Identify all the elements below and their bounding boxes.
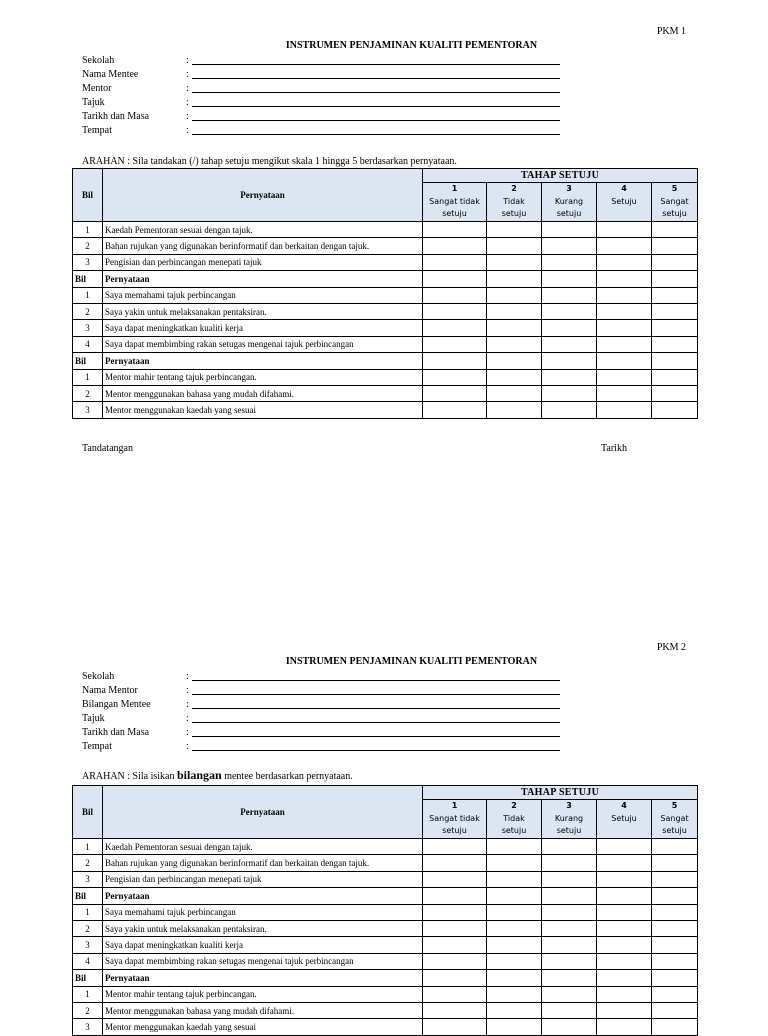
rating-cell[interactable] xyxy=(423,937,487,953)
table-row xyxy=(73,871,698,887)
fill-line[interactable] xyxy=(192,708,560,709)
rating-cell[interactable] xyxy=(423,287,487,303)
section-statement: Pernyataan xyxy=(103,888,423,904)
rating-cell[interactable] xyxy=(652,254,698,270)
statement-text: Saya memahami tajuk perbincangan xyxy=(103,904,423,920)
rating-cell[interactable] xyxy=(423,222,487,238)
rating-cell[interactable] xyxy=(597,353,652,369)
statement-text: Mentor menggunakan bahasa yang mudah difahami. xyxy=(103,385,423,401)
rating-cell[interactable] xyxy=(487,871,542,887)
rating-cell[interactable] xyxy=(487,353,542,369)
section-header-row xyxy=(73,888,698,904)
rating-cell[interactable] xyxy=(487,937,542,953)
row-number: 1 xyxy=(73,222,103,238)
rating-cell[interactable] xyxy=(542,1019,597,1035)
rating-cell[interactable] xyxy=(542,336,597,352)
rating-cell[interactable] xyxy=(597,920,652,936)
rating-cell[interactable] xyxy=(487,904,542,920)
rating-cell[interactable] xyxy=(597,385,652,401)
scale-header xyxy=(597,800,652,839)
rating-cell[interactable] xyxy=(597,1002,652,1018)
scale-label: setuju xyxy=(501,826,527,835)
statement-text: Kaedah Pementoran sesuai dengan tajuk. xyxy=(103,222,423,238)
row-number: 2 xyxy=(73,385,103,401)
rating-cell[interactable] xyxy=(423,320,487,336)
rating-cell[interactable] xyxy=(487,238,542,254)
section-statement: Pernyataan xyxy=(103,970,423,986)
rating-cell[interactable] xyxy=(542,1002,597,1018)
rating-table xyxy=(72,785,698,1036)
scale-label: Sangat tidak xyxy=(429,196,480,206)
scale-label: Sangat xyxy=(660,196,689,206)
fill-line[interactable] xyxy=(192,120,560,121)
rating-cell[interactable] xyxy=(487,303,542,319)
rating-cell[interactable] xyxy=(423,1019,487,1035)
table-row xyxy=(73,839,698,855)
scale-number: 3 xyxy=(566,801,572,810)
fill-line[interactable] xyxy=(192,680,560,681)
scale-number: 5 xyxy=(671,184,678,193)
table-row xyxy=(73,1019,698,1035)
section-statement: Pernyataan xyxy=(103,271,423,287)
field-label: Bilangan Mentee xyxy=(82,699,151,710)
rating-cell[interactable] xyxy=(542,287,597,303)
statement-text: Saya yakin untuk melaksanakan pentaksiran. xyxy=(103,303,423,319)
rating-cell[interactable] xyxy=(652,402,698,418)
statement-text: Saya dapat membimbing rakan setugas mengenai tajuk perbincangan xyxy=(103,336,423,352)
rating-cell[interactable] xyxy=(652,937,698,953)
rating-cell[interactable] xyxy=(597,320,652,336)
rating-cell[interactable] xyxy=(597,953,652,969)
section-header-row xyxy=(73,353,698,369)
rating-cell[interactable] xyxy=(652,238,698,254)
rating-cell[interactable] xyxy=(652,904,698,920)
scale-label: Kurang xyxy=(554,196,584,206)
rating-cell[interactable] xyxy=(542,970,597,986)
row-number: 3 xyxy=(73,871,103,887)
row-number: 1 xyxy=(73,904,103,920)
rating-cell[interactable] xyxy=(423,871,487,887)
rating-cell[interactable] xyxy=(423,369,487,385)
rating-table xyxy=(72,168,698,419)
rating-cell[interactable] xyxy=(423,986,487,1002)
instruction: ARAHAN : Sila tandakan (/) tahap setuju mengikut skala 1 hingga 5 berdasarkan pernyataan. xyxy=(82,156,457,167)
scale-number: 2 xyxy=(511,184,517,193)
statement-text: Kaedah Pementoran sesuai dengan tajuk. xyxy=(103,839,423,855)
rating-cell[interactable] xyxy=(597,254,652,270)
signature-label: Tandatangan xyxy=(82,443,133,454)
rating-cell[interactable] xyxy=(652,287,698,303)
row-number: 3 xyxy=(73,937,103,953)
date-label: Tarikh xyxy=(601,443,627,454)
fill-line[interactable] xyxy=(192,722,560,723)
form-code: PKM 2 xyxy=(656,642,686,653)
rating-cell[interactable] xyxy=(542,920,597,936)
rating-cell[interactable] xyxy=(423,970,487,986)
rating-cell[interactable] xyxy=(487,986,542,1002)
rating-cell[interactable] xyxy=(652,1019,698,1035)
rating-cell[interactable] xyxy=(542,953,597,969)
scale-number: 4 xyxy=(621,184,627,193)
statement-text: Mentor menggunakan bahasa yang mudah difahami. xyxy=(103,1002,423,1018)
scale-label: setuju xyxy=(662,209,687,218)
scale-header xyxy=(487,183,542,222)
table-row xyxy=(73,238,698,254)
rating-cell[interactable] xyxy=(423,839,487,855)
rating-cell[interactable] xyxy=(487,271,542,287)
instruction: ARAHAN : Sila isikan bilangan mentee berdasarkan pernyataan. xyxy=(82,768,353,782)
scale-label: setuju xyxy=(556,209,582,218)
rating-cell[interactable] xyxy=(542,369,597,385)
table-row xyxy=(73,222,698,238)
rating-cell[interactable] xyxy=(423,920,487,936)
rating-cell[interactable] xyxy=(423,303,487,319)
rating-cell[interactable] xyxy=(652,855,698,871)
rating-cell[interactable] xyxy=(542,254,597,270)
rating-cell[interactable] xyxy=(542,855,597,871)
section-bil: Bil xyxy=(73,888,103,904)
form-code: PKM 1 xyxy=(656,26,686,37)
rating-cell[interactable] xyxy=(487,953,542,969)
field-label: Tajuk xyxy=(82,97,105,108)
scale-label: Tidak xyxy=(503,813,525,823)
rating-cell[interactable] xyxy=(652,222,698,238)
scale-label: setuju xyxy=(501,209,527,218)
section-bil: Bil xyxy=(73,271,103,287)
table-row xyxy=(73,920,698,936)
rating-cell[interactable] xyxy=(487,320,542,336)
rating-cell[interactable] xyxy=(652,336,698,352)
scale-header xyxy=(542,183,597,222)
rating-cell[interactable] xyxy=(542,402,597,418)
scale-label: setuju xyxy=(556,826,582,835)
rating-cell[interactable] xyxy=(423,254,487,270)
scale-number: 4 xyxy=(621,801,627,810)
rating-cell[interactable] xyxy=(487,336,542,352)
scale-number: 3 xyxy=(566,184,572,193)
scale-header xyxy=(652,183,698,222)
row-number: 4 xyxy=(73,336,103,352)
scale-number: 2 xyxy=(511,801,517,810)
statement-text: Saya dapat meningkatkan kualiti kerja xyxy=(103,937,423,953)
rating-cell[interactable] xyxy=(652,986,698,1002)
rating-cell[interactable] xyxy=(487,1002,542,1018)
rating-cell[interactable] xyxy=(487,970,542,986)
section-header-row xyxy=(73,271,698,287)
column-header-statement: Pernyataan xyxy=(103,786,423,839)
table-row xyxy=(73,369,698,385)
rating-cell[interactable] xyxy=(652,1002,698,1018)
fill-line[interactable] xyxy=(192,134,560,135)
fill-line[interactable] xyxy=(192,750,560,751)
statement-text: Pengisian dan perbincangan menepati tajuk xyxy=(103,871,423,887)
statement-text: Mentor menggunakan kaedah yang sesuai xyxy=(103,402,423,418)
rating-cell[interactable] xyxy=(597,238,652,254)
scale-number: 5 xyxy=(671,801,678,810)
rating-cell[interactable] xyxy=(487,385,542,401)
rating-cell[interactable] xyxy=(487,888,542,904)
scale-header xyxy=(423,183,487,222)
scale-header xyxy=(542,800,597,839)
rating-cell[interactable] xyxy=(423,238,487,254)
row-number: 2 xyxy=(73,238,103,254)
row-number: 1 xyxy=(73,839,103,855)
scale-header xyxy=(487,800,542,839)
row-number: 3 xyxy=(73,402,103,418)
table-header-row xyxy=(73,786,698,800)
rating-cell[interactable] xyxy=(652,353,698,369)
table-row xyxy=(73,287,698,303)
rating-cell[interactable] xyxy=(597,402,652,418)
column-header-level: TAHAP SETUJU xyxy=(423,786,698,800)
column-header-bil: Bil xyxy=(73,169,103,222)
scale-label: Tidak xyxy=(503,196,525,206)
row-number: 3 xyxy=(73,320,103,336)
rating-cell[interactable] xyxy=(542,986,597,1002)
fill-line[interactable] xyxy=(192,106,560,107)
rating-cell[interactable] xyxy=(652,871,698,887)
row-number: 2 xyxy=(73,1002,103,1018)
rating-cell[interactable] xyxy=(597,871,652,887)
scale-number: 1 xyxy=(451,184,458,193)
field-label: Nama Mentor xyxy=(82,685,138,696)
scale-label: setuju xyxy=(442,826,467,835)
rating-cell[interactable] xyxy=(597,904,652,920)
fill-line[interactable] xyxy=(192,78,560,79)
field-label: Tempat xyxy=(82,741,112,752)
column-header-level: TAHAP SETUJU xyxy=(423,169,698,183)
scale-number: 1 xyxy=(451,801,458,810)
rating-cell[interactable] xyxy=(652,920,698,936)
rating-cell[interactable] xyxy=(487,855,542,871)
table-row xyxy=(73,303,698,319)
rating-cell[interactable] xyxy=(487,287,542,303)
rating-cell[interactable] xyxy=(597,1019,652,1035)
field-label: Nama Mentee xyxy=(82,69,139,80)
rating-cell[interactable] xyxy=(542,238,597,254)
section-statement: Pernyataan xyxy=(103,353,423,369)
row-number: 2 xyxy=(73,920,103,936)
rating-cell[interactable] xyxy=(597,986,652,1002)
rating-cell[interactable] xyxy=(542,320,597,336)
fill-line[interactable] xyxy=(192,64,560,65)
rating-cell[interactable] xyxy=(597,937,652,953)
statement-text: Saya yakin untuk melaksanakan pentaksiran. xyxy=(103,920,423,936)
rating-cell[interactable] xyxy=(597,271,652,287)
rating-cell[interactable] xyxy=(652,369,698,385)
scale-label: setuju xyxy=(662,826,687,835)
rating-cell[interactable] xyxy=(487,839,542,855)
scale-header xyxy=(423,800,487,839)
rating-cell[interactable] xyxy=(597,839,652,855)
scale-label: Sangat xyxy=(660,813,689,823)
rating-cell[interactable] xyxy=(542,839,597,855)
rating-cell[interactable] xyxy=(652,953,698,969)
column-header-bil: Bil xyxy=(73,786,103,839)
fill-line[interactable] xyxy=(192,694,560,695)
rating-cell[interactable] xyxy=(652,320,698,336)
rating-cell[interactable] xyxy=(487,369,542,385)
field-label: Tempat xyxy=(82,125,112,136)
field-label: Tarikh dan Masa xyxy=(82,111,150,122)
scale-header xyxy=(597,183,652,222)
field-label: Sekolah xyxy=(82,55,115,66)
statement-text: Mentor menggunakan kaedah yang sesuai xyxy=(103,1019,423,1035)
row-number: 3 xyxy=(73,1019,103,1035)
rating-cell[interactable] xyxy=(652,970,698,986)
section-bil: Bil xyxy=(73,970,103,986)
table-row xyxy=(73,937,698,953)
rating-cell[interactable] xyxy=(423,855,487,871)
row-number: 1 xyxy=(73,986,103,1002)
rating-cell[interactable] xyxy=(423,336,487,352)
rating-cell[interactable] xyxy=(487,254,542,270)
rating-cell[interactable] xyxy=(542,222,597,238)
rating-cell[interactable] xyxy=(542,937,597,953)
table-row xyxy=(73,320,698,336)
row-number: 2 xyxy=(73,855,103,871)
form-title: INSTRUMEN PENJAMINAN KUALITI PEMENTORAN xyxy=(285,40,538,51)
table-row xyxy=(73,1002,698,1018)
rating-cell[interactable] xyxy=(487,222,542,238)
field-label: Sekolah xyxy=(82,671,115,682)
column-header-statement: Pernyataan xyxy=(103,169,423,222)
rating-cell[interactable] xyxy=(652,303,698,319)
statement-text: Saya dapat membimbing rakan setugas mengenai tajuk perbincangan xyxy=(103,953,423,969)
rating-cell[interactable] xyxy=(597,222,652,238)
rating-cell[interactable] xyxy=(597,970,652,986)
rating-cell[interactable] xyxy=(597,287,652,303)
fill-line[interactable] xyxy=(192,736,560,737)
scale-label: setuju xyxy=(442,209,467,218)
table-header-row xyxy=(73,169,698,183)
table-row xyxy=(73,385,698,401)
row-number: 1 xyxy=(73,369,103,385)
rating-cell[interactable] xyxy=(597,888,652,904)
rating-cell[interactable] xyxy=(652,888,698,904)
field-label: Tarikh dan Masa xyxy=(82,727,150,738)
rating-cell[interactable] xyxy=(597,855,652,871)
table-row xyxy=(73,402,698,418)
statement-text: Pengisian dan perbincangan menepati tajuk xyxy=(103,254,423,270)
rating-cell[interactable] xyxy=(652,839,698,855)
rating-cell[interactable] xyxy=(542,904,597,920)
section-bil: Bil xyxy=(73,353,103,369)
scale-label: Setuju xyxy=(611,813,637,823)
rating-cell[interactable] xyxy=(423,353,487,369)
field-label: Mentor xyxy=(82,83,112,94)
statement-text: Mentor mahir tentang tajuk perbincangan. xyxy=(103,986,423,1002)
rating-cell[interactable] xyxy=(487,402,542,418)
rating-cell[interactable] xyxy=(597,369,652,385)
rating-cell[interactable] xyxy=(652,385,698,401)
field-label: Tajuk xyxy=(82,713,105,724)
rating-cell[interactable] xyxy=(542,353,597,369)
statement-text: Mentor mahir tentang tajuk perbincangan. xyxy=(103,369,423,385)
statement-text: Saya memahami tajuk perbincangan xyxy=(103,287,423,303)
statement-text: Bahan rujukan yang digunakan berinformatif dan berkaitan dengan tajuk. xyxy=(103,238,423,254)
rating-cell[interactable] xyxy=(542,888,597,904)
form-title: INSTRUMEN PENJAMINAN KUALITI PEMENTORAN xyxy=(285,656,538,667)
rating-cell[interactable] xyxy=(652,271,698,287)
rating-cell[interactable] xyxy=(542,303,597,319)
statement-text: Bahan rujukan yang digunakan berinformatif dan berkaitan dengan tajuk. xyxy=(103,855,423,871)
table-row xyxy=(73,986,698,1002)
rating-cell[interactable] xyxy=(423,385,487,401)
table-row xyxy=(73,254,698,270)
table-row xyxy=(73,855,698,871)
scale-label: Kurang xyxy=(554,813,584,823)
scale-label: Setuju xyxy=(611,196,637,206)
row-number: 4 xyxy=(73,953,103,969)
table-row xyxy=(73,953,698,969)
row-number: 2 xyxy=(73,303,103,319)
row-number: 3 xyxy=(73,254,103,270)
rating-cell[interactable] xyxy=(423,271,487,287)
rating-cell[interactable] xyxy=(423,888,487,904)
rating-cell[interactable] xyxy=(423,1002,487,1018)
table-row xyxy=(73,904,698,920)
table-row xyxy=(73,336,698,352)
rating-cell[interactable] xyxy=(542,271,597,287)
rating-cell[interactable] xyxy=(423,904,487,920)
statement-text: Saya dapat meningkatkan kualiti kerja xyxy=(103,320,423,336)
rating-cell[interactable] xyxy=(597,303,652,319)
scale-header xyxy=(652,800,698,839)
rating-cell[interactable] xyxy=(542,385,597,401)
fill-line[interactable] xyxy=(192,92,560,93)
rating-cell[interactable] xyxy=(487,1019,542,1035)
rating-cell[interactable] xyxy=(487,920,542,936)
rating-cell[interactable] xyxy=(423,953,487,969)
rating-cell[interactable] xyxy=(597,336,652,352)
rating-cell[interactable] xyxy=(542,871,597,887)
section-header-row xyxy=(73,970,698,986)
rating-cell[interactable] xyxy=(423,402,487,418)
row-number: 1 xyxy=(73,287,103,303)
scale-label: Sangat tidak xyxy=(429,813,480,823)
